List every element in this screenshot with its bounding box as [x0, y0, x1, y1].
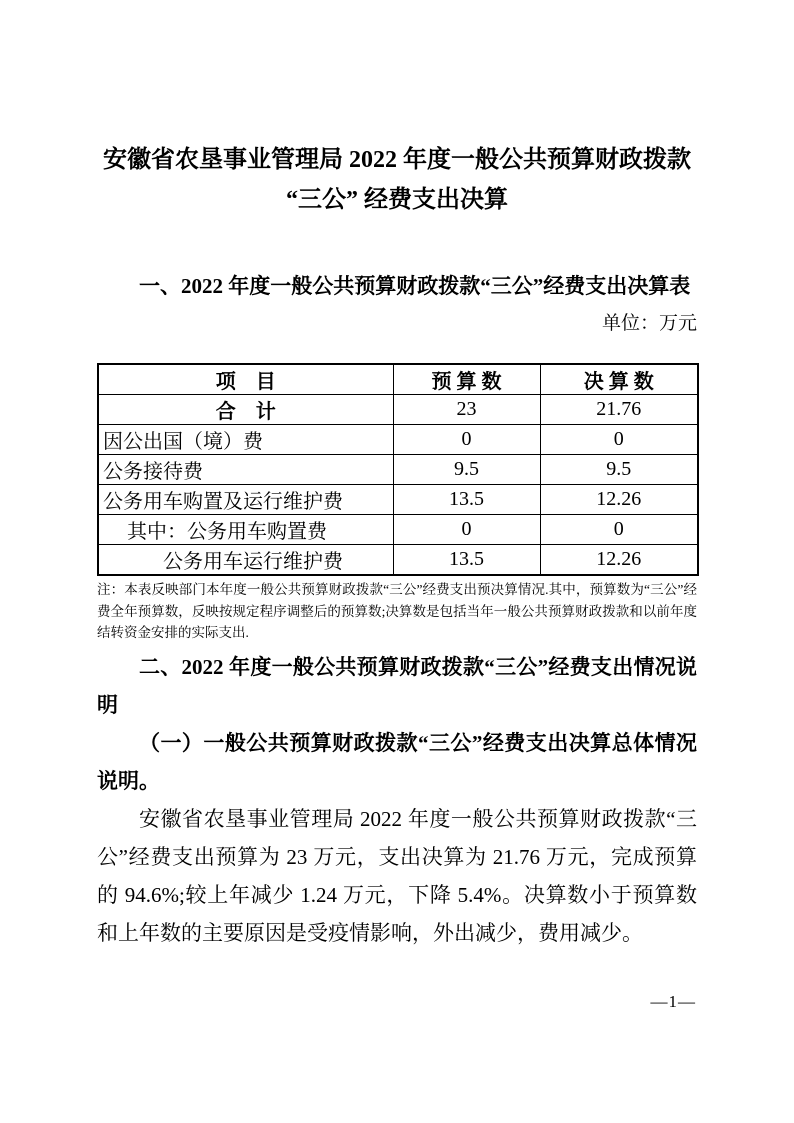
row-item-label: 因公出国（境）费	[98, 425, 393, 455]
row-item-label: 合 计	[98, 395, 393, 425]
row-final-value: 0	[540, 515, 698, 545]
document-page	[97, 0, 697, 952]
row-item-label: 公务用车购置及运行维护费	[98, 485, 393, 515]
table-header-row	[98, 364, 698, 395]
col-header-final: 决 算 数	[540, 364, 698, 395]
table-row	[98, 485, 698, 515]
table-body	[98, 395, 698, 576]
section2-sub-heading: （一）一般公共预算财政拨款“三公”经费支出决算总体情况说明。	[97, 730, 697, 793]
table-row	[98, 425, 698, 455]
body-paragraph: 安徽省农垦事业管理局 2022 年度一般公共预算财政拨款“三公”经费支出预算为 23 万元，支出决算为 21.76 万元，完成预算的 94.6%;较上年减少 1.24 万元，下降 5.4%。决算数小于预算数和上年数的主要原因是受疫情影响，外出减少，费用减少。	[97, 806, 697, 945]
table-note: 注：本表反映部门本年度一般公共预算财政拨款“三公”经费支出预决算情况.其中，预算数为“三公”经费全年预算数，反映按规定程序调整后的预算数;决算数是包括当年一般公共预算财政拨款和以前年度结转资金安排的实际支出.	[97, 582, 697, 640]
table-row	[98, 515, 698, 545]
row-final-value: 12.26	[540, 485, 698, 515]
table-row	[98, 545, 698, 576]
row-item-label: 公务接待费	[98, 455, 393, 485]
document-title-line1: 安徽省农垦事业管理局 2022 年度一般公共预算财政拨款	[103, 147, 691, 173]
row-item-label: 公务用车运行维护费	[98, 545, 393, 576]
row-item-label: 其中：公务用车购置费	[98, 515, 393, 545]
section1-heading: 一、2022 年度一般公共预算财政拨款“三公”经费支出决算表	[139, 274, 691, 298]
col-header-budget: 预 算 数	[393, 364, 540, 395]
document-title-line2: “三公” 经费支出决算	[286, 187, 508, 213]
row-budget-value: 13.5	[393, 545, 540, 576]
row-budget-value: 13.5	[393, 485, 540, 515]
row-budget-value: 23	[393, 395, 540, 425]
row-budget-value: 0	[393, 425, 540, 455]
unit-label: 单位：万元	[601, 313, 697, 334]
col-header-item: 项 目	[98, 364, 393, 395]
row-budget-value: 0	[393, 515, 540, 545]
row-final-value: 9.5	[540, 455, 698, 485]
row-final-value: 21.76	[540, 395, 698, 425]
page-number: —1—	[650, 992, 696, 1011]
row-final-value: 0	[540, 425, 698, 455]
row-budget-value: 9.5	[393, 455, 540, 485]
section2-heading: 二、2022 年度一般公共预算财政拨款“三公”经费支出情况说明	[97, 654, 697, 717]
table-row	[98, 395, 698, 425]
row-final-value: 12.26	[540, 545, 698, 576]
sangong-expense-table	[97, 363, 699, 576]
document-title	[97, 140, 697, 220]
table-row	[98, 455, 698, 485]
